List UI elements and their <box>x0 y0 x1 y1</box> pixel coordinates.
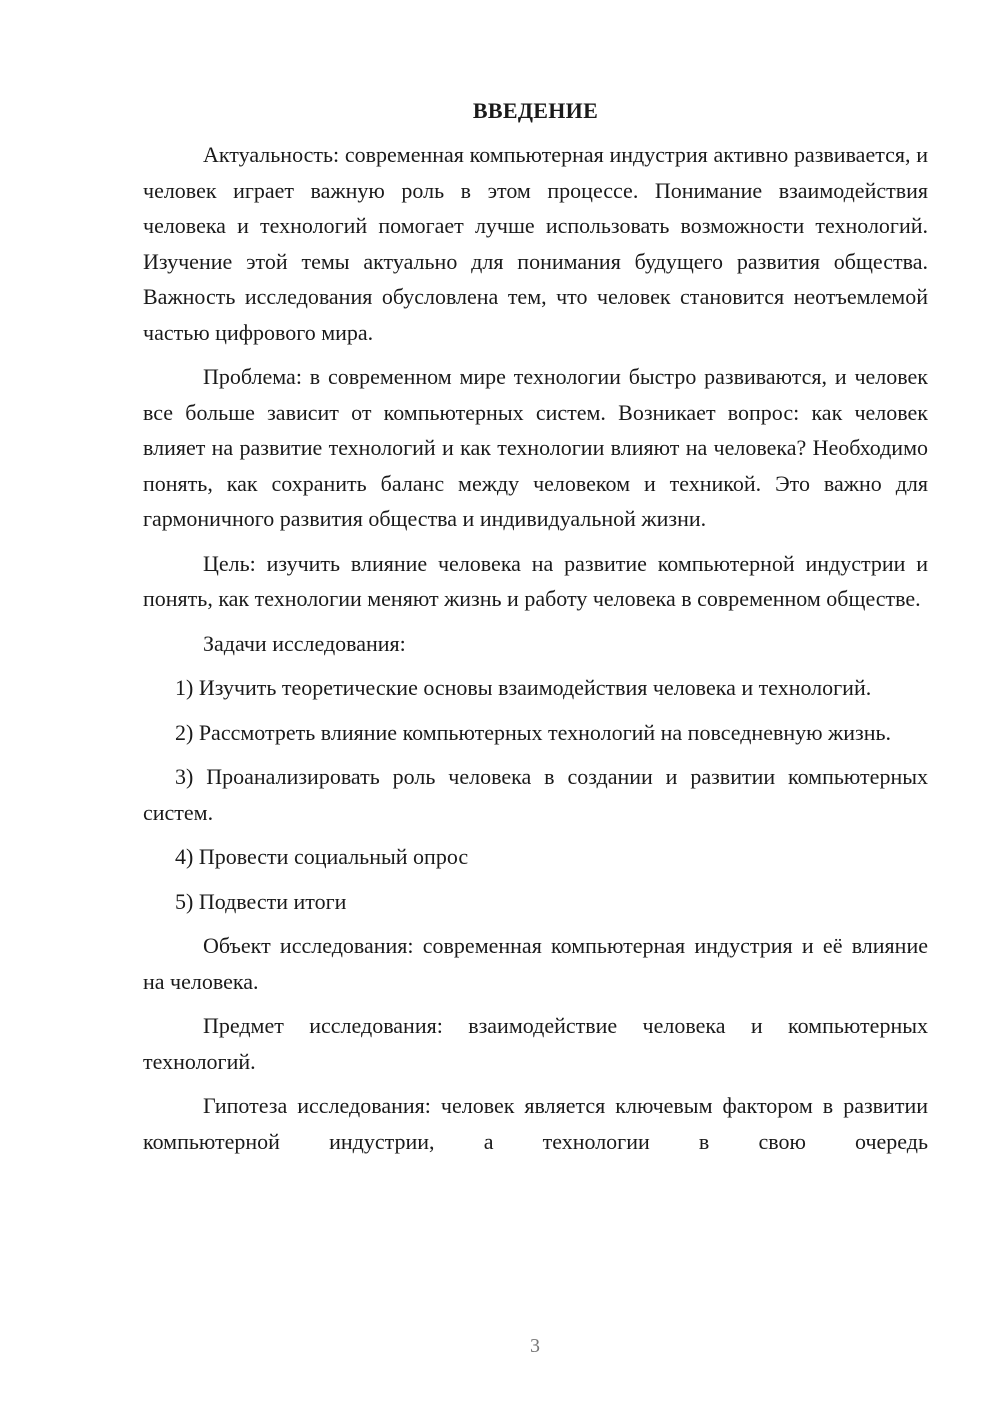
task-item-5: 5) Подвести итоги <box>175 888 347 914</box>
task-item-4: 4) Провести социальный опрос <box>175 844 469 869</box>
document-page <box>143 95 928 1168</box>
paragraph-relevance: Актуальность: современная компьютерная индустрия активно развивается, и человек играет важную роль в этом процессе. Понимание взаимодействия человека и технологий помогает лучше использовать возможности технологий. Изучение этой темы актуально для понимания будущего развития общества. Важность исследования обусловлена тем, что человек становится неотъемлемой частью цифрового мира. <box>143 142 928 345</box>
task-item-2: 2) Рассмотреть влияние компьютерных технологий на повседневную жизнь. <box>175 719 892 745</box>
paragraph-object: Объект исследования: современная компьютерная индустрия и её влияние на человека. <box>143 933 928 994</box>
task-item-3: 3) Проанализировать роль человека в создании и развитии компьютерных систем. <box>143 764 928 825</box>
page-number: 3 <box>530 1335 540 1357</box>
paragraph-problem: Проблема: в современном мире технологии быстро развиваются, и человек все больше зависит от компьютерных систем. Возникает вопрос: как человек влияет на развитие технологий и как технологии влияют на человека? Необходимо понять, как сохранить баланс между человеком и техникой. Это важно для гармоничного развития общества и индивидуальной жизни. <box>143 364 928 531</box>
paragraph-goal: Цель: изучить влияние человека на развитие компьютерной индустрии и понять, как технологии меняют жизнь и работу человека в современном обществе. <box>143 550 928 611</box>
paragraph-hypothesis: Гипотеза исследования: человек является ключевым фактором в развитии компьютерной индустрии, а технологии в свою очередь <box>143 1093 928 1154</box>
task-item-1: 1) Изучить теоретические основы взаимодействия человека и технологий. <box>175 675 872 700</box>
paragraph-subject: Предмет исследования: взаимодействие человека и компьютерных технологий. <box>143 1013 928 1074</box>
paragraph-tasks-heading: Задачи исследования: <box>203 630 406 656</box>
page-title: ВВЕДЕНИЕ <box>472 98 599 123</box>
